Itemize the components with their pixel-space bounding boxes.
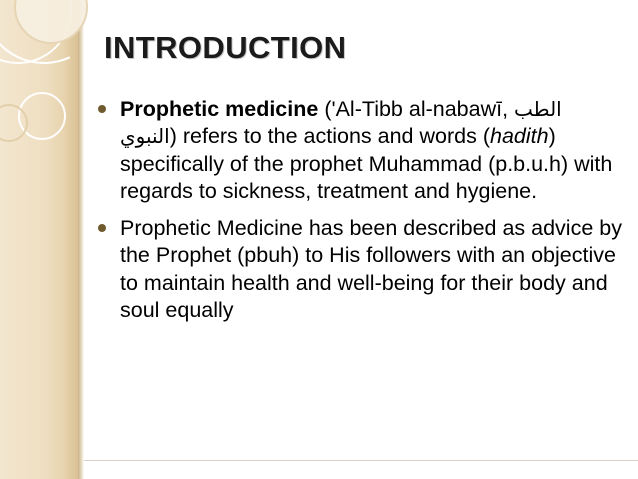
bullet-point-icon <box>98 105 106 113</box>
bullet-list <box>96 96 624 334</box>
list-item <box>96 215 624 324</box>
list-item-text: Prophetic Medicine has been described as advice by the Prophet (pbuh) to His followers with an objective to maintain health and well-being for their body and soul equally <box>120 216 622 323</box>
page-title: INTRODUCTION <box>104 30 347 65</box>
decorative-left-band <box>0 0 78 479</box>
list-item <box>96 96 624 205</box>
list-item-text: Prophetic medicine ('Al-Tibb al-nabawī, الطب النبوي) refers to the actions and words (hadith) specifically of the prophet Muhammad (p.b.u.h) with regards to sickness, treatment and hygiene. <box>120 97 613 203</box>
decorative-band-edge <box>78 0 84 479</box>
bullet-point-icon <box>98 224 106 232</box>
footer-divider <box>84 460 638 461</box>
